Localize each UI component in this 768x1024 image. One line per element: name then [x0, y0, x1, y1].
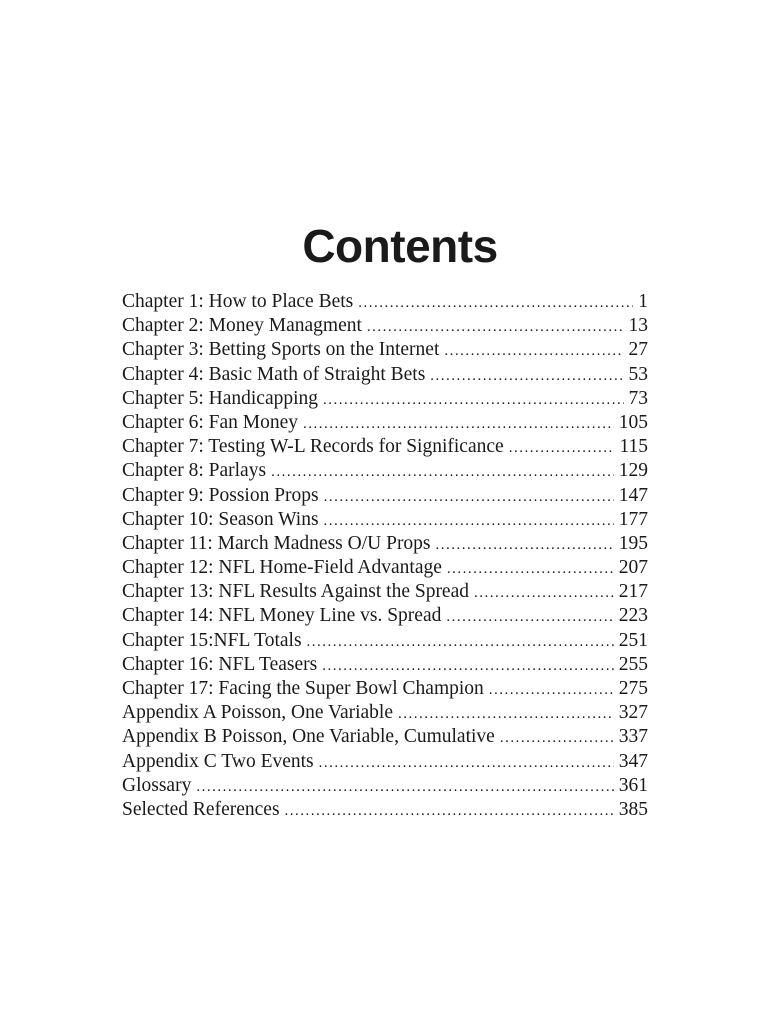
toc-entry-page-number: 337 [618, 726, 648, 748]
toc-entry-page-number: 73 [628, 387, 648, 409]
dot-leader [500, 726, 614, 749]
toc-entry-page-number: 347 [618, 750, 648, 772]
toc-entry-title: Chapter 6: Fan Money [122, 411, 299, 433]
toc-entry-page-number: 217 [618, 581, 648, 603]
toc-entry-page-number: 385 [618, 798, 648, 820]
toc-entry[interactable] [122, 653, 648, 677]
dot-leader [489, 678, 614, 701]
toc-entry-title: Chapter 4: Basic Math of Straight Bets [122, 363, 426, 385]
page-title: Contents [302, 220, 498, 272]
dot-leader [436, 533, 614, 556]
dot-leader [447, 557, 614, 580]
toc-entry[interactable] [122, 604, 648, 628]
dot-leader [324, 485, 614, 508]
toc-entry-page-number: 105 [618, 411, 648, 433]
toc-entry[interactable] [122, 290, 648, 314]
dot-leader [444, 339, 623, 362]
toc-entry-page-number: 361 [618, 774, 648, 796]
dot-leader [285, 799, 614, 822]
toc-entry[interactable] [122, 701, 648, 725]
table-of-contents [122, 290, 648, 822]
toc-entry[interactable] [122, 556, 648, 580]
toc-entry[interactable] [122, 435, 648, 459]
toc-entry-title: Chapter 2: Money Managment [122, 315, 362, 337]
toc-entry-title: Chapter 17: Facing the Super Bowl Champion [122, 678, 484, 699]
dot-leader [271, 460, 614, 483]
toc-entry-title: Glossary [122, 774, 192, 796]
toc-entry[interactable] [122, 774, 648, 798]
toc-entry-page-number: 177 [618, 508, 648, 530]
toc-entry-title: Chapter 13: NFL Results Against the Spread [122, 581, 469, 603]
toc-entry-page-number: 255 [618, 653, 648, 675]
toc-entry[interactable] [122, 629, 648, 653]
toc-entry[interactable] [122, 459, 648, 483]
dot-leader [367, 315, 624, 338]
toc-entry-page-number: 147 [618, 484, 648, 506]
toc-entry-page-number: 129 [618, 460, 648, 482]
dot-leader [430, 364, 623, 387]
toc-entry-page-number: 275 [618, 678, 648, 699]
toc-entry[interactable] [122, 580, 648, 604]
toc-entry-page-number: 13 [628, 315, 648, 337]
toc-entry-title: Chapter 1: How to Place Bets [122, 291, 354, 312]
toc-entry-page-number: 53 [628, 363, 648, 385]
toc-entry-title: Chapter 12: NFL Home-Field Advantage [122, 557, 442, 579]
dot-leader [322, 654, 614, 677]
toc-entry-title: Chapter 10: Season Wins [122, 508, 319, 530]
toc-entry-title: Chapter 8: Parlays [122, 460, 267, 482]
toc-entry[interactable] [122, 677, 648, 701]
dot-leader [474, 581, 614, 604]
toc-entry[interactable] [122, 314, 648, 338]
toc-entry[interactable] [122, 508, 648, 532]
toc-entry-page-number: 1 [638, 291, 648, 312]
dot-leader [509, 436, 615, 459]
toc-entry-title: Chapter 11: March Madness O/U Props [122, 532, 431, 554]
toc-entry-page-number: 207 [618, 557, 648, 579]
dot-leader [303, 412, 614, 435]
toc-entry-title: Chapter 3: Betting Sports on the Internet [122, 339, 440, 361]
toc-entry-page-number: 327 [618, 702, 648, 724]
toc-entry[interactable] [122, 387, 648, 411]
dot-leader [398, 702, 614, 725]
dot-leader [319, 751, 614, 774]
toc-entry[interactable] [122, 798, 648, 822]
toc-entry-title: Appendix C Two Events [122, 750, 314, 772]
toc-entry-title: Chapter 16: NFL Teasers [122, 653, 318, 675]
toc-entry[interactable] [122, 338, 648, 362]
toc-entry-page-number: 223 [618, 605, 648, 627]
toc-entry-title: Chapter 14: NFL Money Line vs. Spread [122, 605, 442, 627]
toc-entry-page-number: 27 [628, 339, 648, 361]
toc-entry-title: Chapter 7: Testing W-L Records for Significance [122, 436, 504, 458]
toc-entry-title: Chapter 15:NFL Totals [122, 629, 302, 651]
dot-leader [446, 605, 613, 628]
dot-leader [358, 291, 633, 314]
toc-entry-page-number: 251 [618, 629, 648, 651]
toc-entry-title: Chapter 5: Handicapping [122, 387, 319, 409]
toc-entry-title: Appendix A Poisson, One Variable [122, 702, 394, 724]
toc-entry[interactable] [122, 725, 648, 749]
dot-leader [196, 775, 613, 798]
toc-entry[interactable] [122, 411, 648, 435]
toc-entry-page-number: 195 [618, 532, 648, 554]
toc-entry-page-number: 115 [619, 436, 648, 458]
dot-leader [324, 509, 614, 532]
toc-entry[interactable] [122, 484, 648, 508]
toc-entry-title: Appendix B Poisson, One Variable, Cumulative [122, 726, 495, 748]
toc-entry-title: Chapter 9: Possion Props [122, 484, 319, 506]
toc-entry[interactable] [122, 532, 648, 556]
toc-entry[interactable] [122, 750, 648, 774]
toc-entry[interactable] [122, 363, 648, 387]
dot-leader [323, 388, 623, 411]
dot-leader [307, 630, 614, 653]
toc-entry-title: Selected References [122, 798, 280, 820]
